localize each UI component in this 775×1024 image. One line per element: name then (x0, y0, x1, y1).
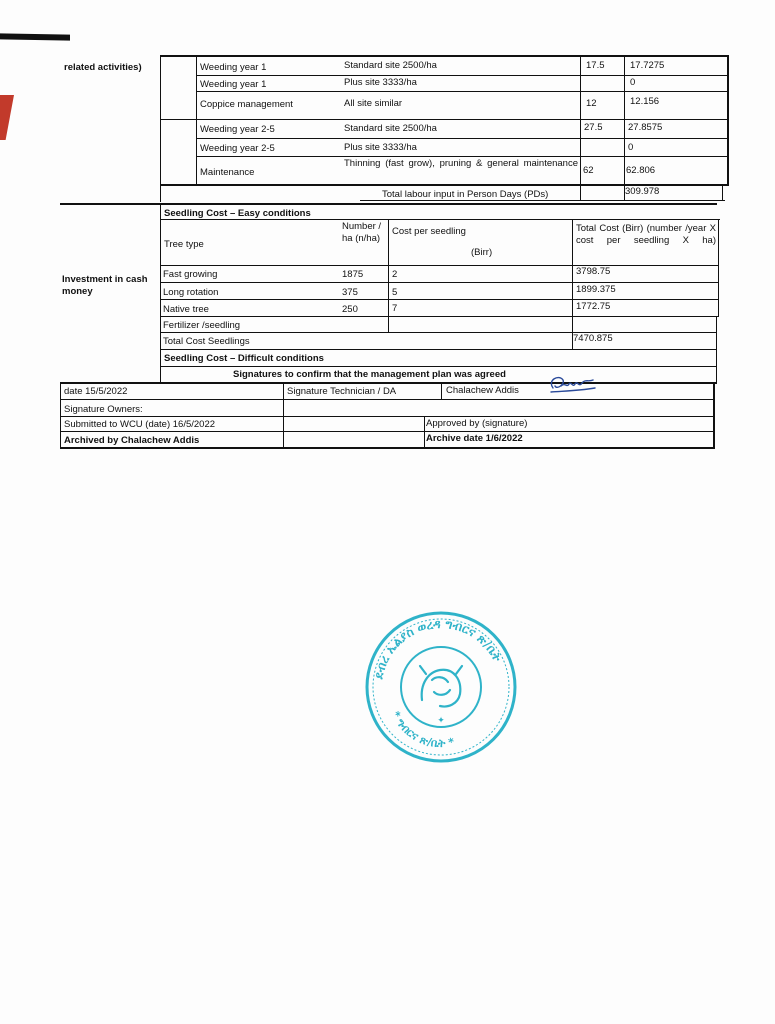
submitted-label: Submitted to WCU (date) 16/5/2022 (64, 419, 216, 430)
technician-label: Signature Technician / DA (287, 386, 397, 397)
labour-total-label: Total labour input in Person Days (PDs) (382, 189, 549, 200)
tree-number-3: 250 (342, 304, 358, 315)
labour-activity-4: Weeding year 2-5 (200, 124, 275, 135)
tree-number-2: 375 (342, 287, 358, 298)
labour-total-3: 12.156 (630, 96, 660, 107)
technician-name: Chalachew Addis (446, 385, 519, 396)
tree-number-1: 1875 (342, 269, 364, 280)
svg-text:ደብረ ኤልያስ ወረዳ ግብርና ጽ/ቤት: ደብረ ኤልያስ ወረዳ ግብርና ጽ/ቤት (371, 616, 505, 681)
labour-site-2: Plus site 3333/ha (344, 77, 417, 88)
tree-type-1: Fast growing (163, 269, 218, 280)
labour-days-6: 62 (583, 165, 594, 176)
related-activities-label: related activities) (64, 62, 142, 73)
labour-days-1: 17.5 (586, 60, 605, 71)
scan-edge-red-mark (0, 95, 14, 140)
labour-site-6: Thinning (fast grow), pruning & general maintenance (344, 158, 578, 169)
svg-text:✦: ✦ (437, 716, 445, 726)
tree-cost-2: 5 (392, 287, 398, 298)
cost-unit-header: (Birr) (471, 247, 493, 258)
number-per-ha-header: Number / ha (n/ha) (342, 221, 382, 244)
tree-total-3: 1772.75 (576, 301, 611, 312)
approved-label: Approved by (signature) (426, 418, 528, 429)
owners-label: Signature Owners: (64, 404, 143, 415)
seedling-easy-title: Seedling Cost – Easy conditions (164, 208, 311, 219)
seedling-total-value: 7470.875 (573, 333, 613, 344)
labour-site-3: All site similar (344, 98, 403, 109)
archived-by-label: Archived by Chalachew Addis (64, 435, 200, 446)
cost-per-seedling-header: Cost per seedling (392, 226, 466, 237)
labour-total-4: 27.8575 (628, 122, 663, 133)
tree-type-header: Tree type (164, 239, 204, 250)
labour-total-1: 17.7275 (630, 60, 665, 71)
labour-activity-3: Coppice management (200, 99, 293, 110)
tree-cost-1: 2 (392, 269, 398, 280)
signatures-title: Signatures to confirm that the management plan was agreed (233, 369, 506, 380)
labour-total-5: 0 (628, 142, 634, 153)
total-cost-header: Total Cost (Birr) (number /year X cost per seedling X ha) (576, 223, 716, 246)
labour-days-4: 27.5 (584, 122, 603, 133)
labour-activity-2: Weeding year 1 (200, 79, 267, 90)
seedling-difficult-title: Seedling Cost – Difficult conditions (164, 353, 324, 364)
svg-text:* ግብርና ጽ/ቤት *: * ግብርና ጽ/ቤት * (388, 709, 456, 751)
signature-date: date 15/5/2022 (64, 386, 128, 397)
labour-total-2: 0 (630, 77, 636, 88)
labour-site-1: Standard site 2500/ha (344, 60, 437, 71)
official-seal-stamp (362, 608, 520, 766)
labour-days-3: 12 (586, 98, 597, 109)
labour-total-value: 309.978 (625, 186, 660, 197)
labour-site-4: Standard site 2500/ha (344, 123, 437, 134)
tree-type-3: Native tree (163, 304, 209, 315)
labour-activity-6: Maintenance (200, 167, 255, 178)
tree-type-2: Long rotation (163, 287, 219, 298)
labour-site-5: Plus site 3333/ha (344, 142, 417, 153)
seedling-total-label: Total Cost Seedlings (163, 336, 250, 347)
labour-total-6: 62.806 (626, 165, 656, 176)
tree-total-1: 3798.75 (576, 266, 611, 277)
scan-edge-mark (0, 33, 70, 40)
tree-type-4: Fertilizer /seedling (163, 320, 241, 331)
investment-label: Investment in cash money (62, 274, 148, 297)
labour-activity-5: Weeding year 2-5 (200, 143, 275, 154)
tree-total-2: 1899.375 (576, 284, 616, 295)
handwritten-signature (545, 372, 597, 398)
archive-date-label: Archive date 1/6/2022 (426, 433, 523, 444)
tree-cost-3: 7 (392, 303, 398, 314)
labour-activity-1: Weeding year 1 (200, 62, 267, 73)
